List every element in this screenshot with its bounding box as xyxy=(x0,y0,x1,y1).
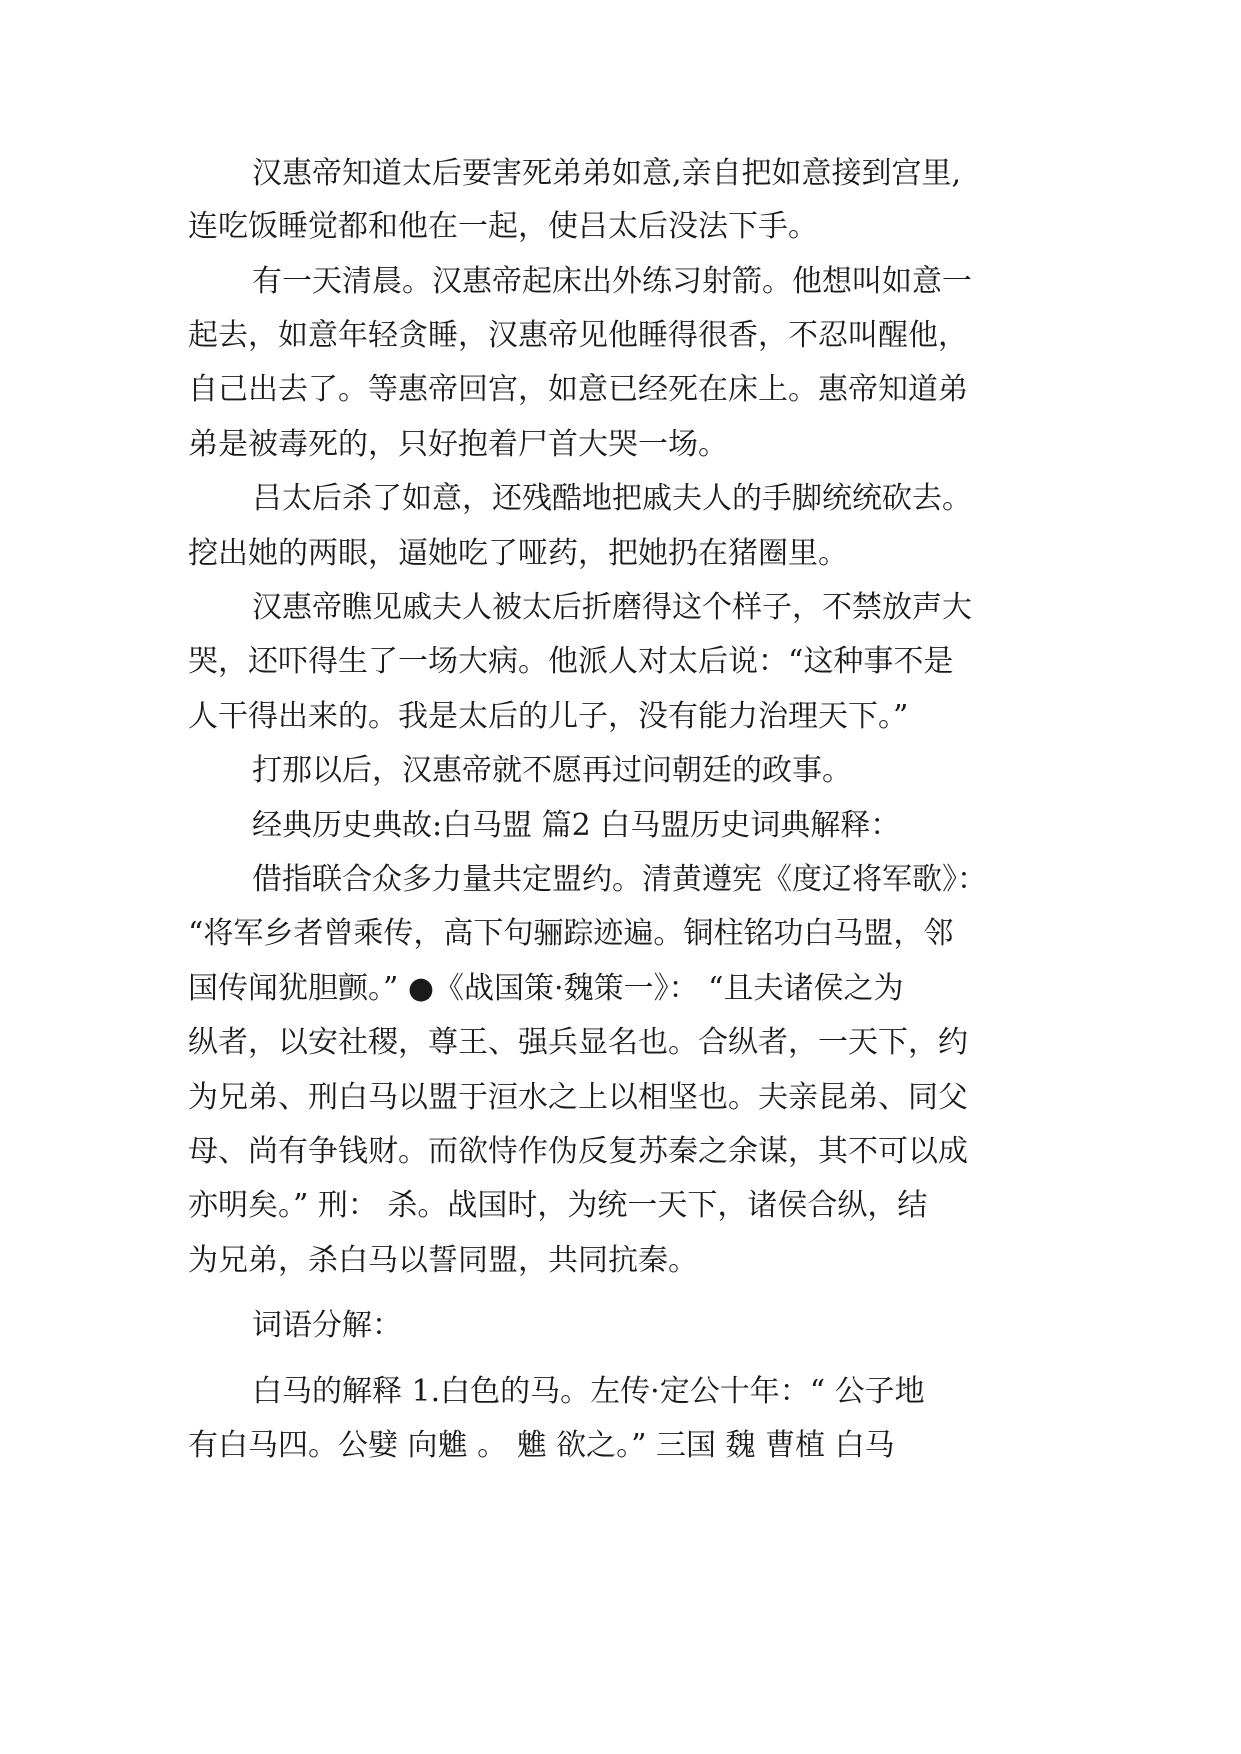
text-line: 自己出去了。等惠帝回宫，如意已经死在床上。惠帝知道弟 xyxy=(188,372,968,407)
text-line: 人干得出来的。我是太后的儿子，没有能力治理天下。” xyxy=(188,699,909,734)
text-line: 有白马四。公嬖 向魋 。 魋 欲之。” 三国 魏 曹植 白马 xyxy=(188,1428,895,1463)
text-line: 亦明矣。” 刑： 杀。战国时，为统一天下，诸侯合纵，结 xyxy=(188,1188,928,1223)
text-line: 弟是被毒死的，只好抱着尸首大哭一场。 xyxy=(188,427,728,462)
document-page xyxy=(188,154,1060,1614)
text-line: 有一天清晨。汉惠帝起床出外练习射箭。他想叫如意一 xyxy=(252,264,972,299)
text-line: 连吃饭睡觉都和他在一起，使吕太后没法下手。 xyxy=(188,209,818,244)
text-line: 汉惠帝瞧见戚夫人被太后折磨得这个样子，不禁放声大 xyxy=(252,590,972,625)
text-line: 为兄弟，杀白马以誓同盟，共同抗秦。 xyxy=(188,1243,698,1278)
text-line: 吕太后杀了如意，还残酷地把戚夫人的手脚统统砍去。 xyxy=(252,481,972,516)
text-line: 为兄弟、刑白马以盟于洹水之上以相坚也。夫亲昆弟、同父 xyxy=(188,1080,968,1115)
text-line: 纵者，以安社稷，尊王、强兵显名也。合纵者，一天下，约 xyxy=(188,1025,968,1060)
text-line: 国传闻犹胆颤。” ●《战国策·魏策一》： “且夫诸侯之为 xyxy=(188,971,904,1006)
text-line: 借指联合众多力量共定盟约。清黄遵宪《度辽将军歌》： xyxy=(252,862,987,897)
text-line: 挖出她的两眼，逼她吃了哑药，把她扔在猪圈里。 xyxy=(188,536,848,571)
text-line: 汉惠帝知道太后要害死弟弟如意,亲自把如意接到宫里, xyxy=(252,156,962,191)
text-line: 词语分解： xyxy=(252,1308,402,1343)
text-line: 哭，还吓得生了一场大病。他派人对太后说：“这种事不是 xyxy=(188,644,954,679)
text-line: 打那以后，汉惠帝就不愿再过问朝廷的政事。 xyxy=(252,753,852,788)
text-line: “将军乡者曾乘传，高下句骊踪迹遍。铜柱铭功白马盟，邻 xyxy=(188,916,954,951)
text-line: 母、尚有争钱财。而欲恃作伪反复苏秦之余谋，其不可以成 xyxy=(188,1134,968,1169)
section-heading-line: 经典历史典故:白马盟 篇2 白马盟历史词典解释： xyxy=(252,808,901,843)
text-line: 白马的解释 1.白色的马。左传·定公十年：“ 公子地 xyxy=(252,1374,925,1409)
text-line: 起去，如意年轻贪睡，汉惠帝见他睡得很香，不忍叫醒他， xyxy=(188,318,968,353)
